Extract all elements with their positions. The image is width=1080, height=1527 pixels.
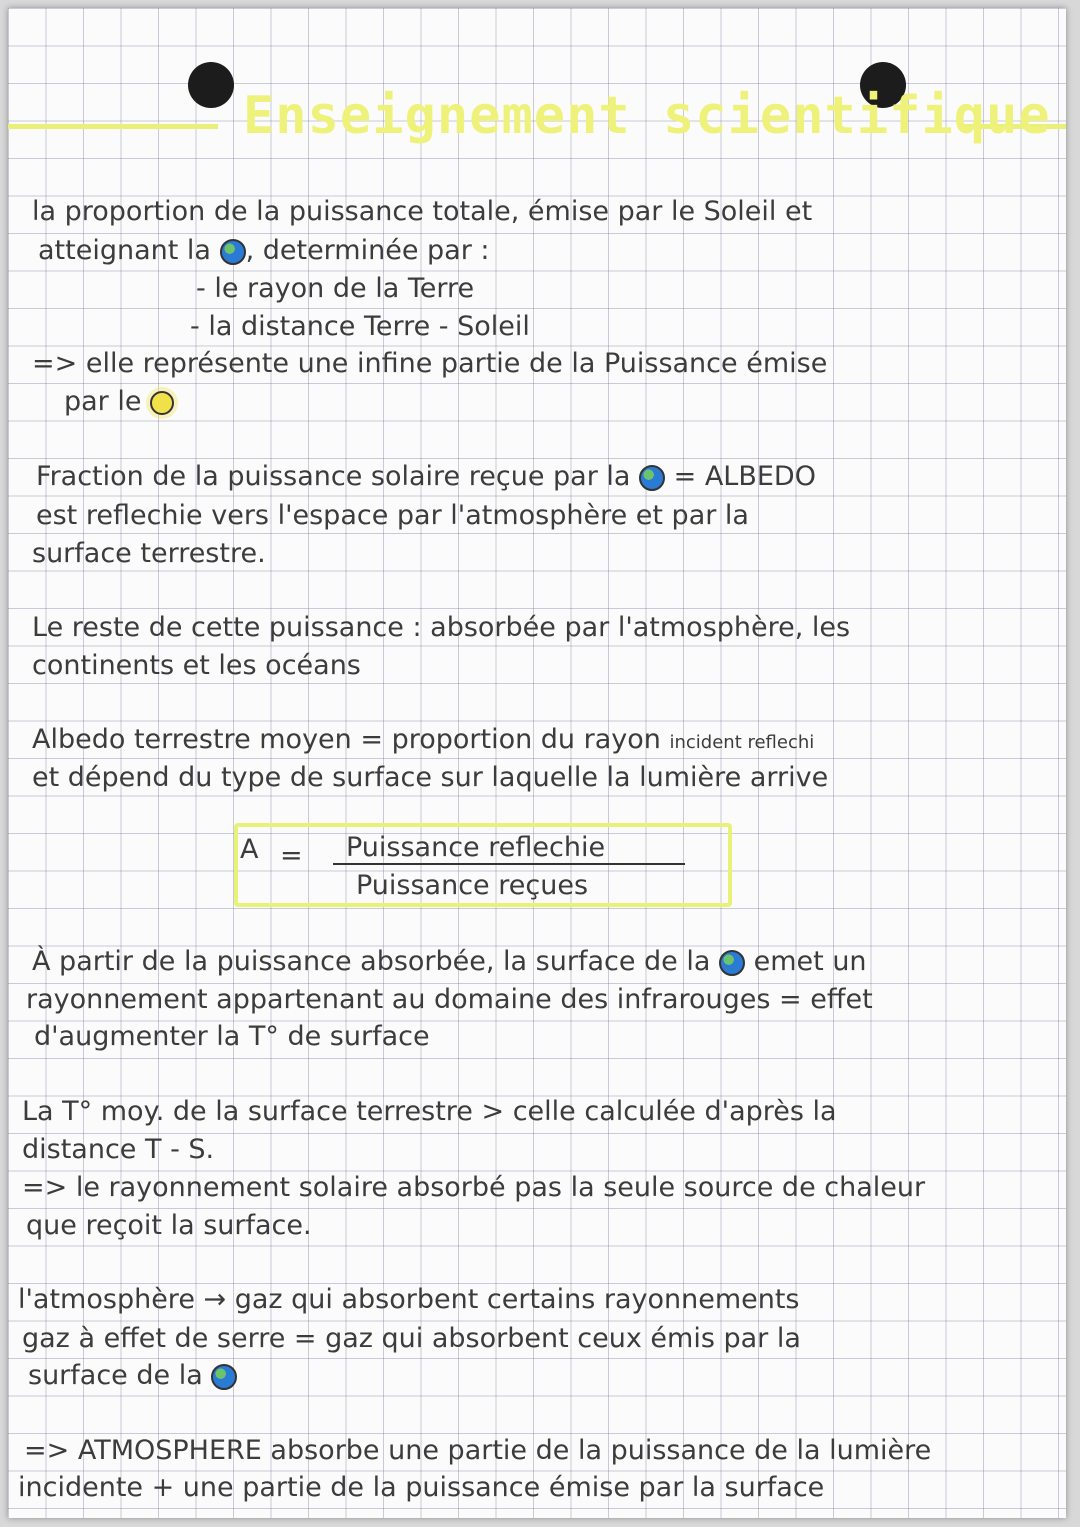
s4-line1a: Albedo terrestre moyen = proportion du rayon [32,724,661,755]
s2-line3: surface terrestre. [32,538,266,569]
punch-hole-left [188,62,234,108]
formula-numerator: Puissance reflechie [346,832,606,863]
s5-line1 [32,946,867,977]
formula-denominator: Puissance reçues [356,870,589,901]
s1-line1: la proportion de la puissance totale, émise par le Soleil et [32,196,813,227]
formula-symbol: A [240,834,259,865]
s5-line1b: emet un [753,946,867,977]
s7-line2: gaz à effet de serre = gaz qui absorbent ceux émis par la [22,1323,801,1354]
s6-line3: => le rayonnement solaire absorbé pas la seule source de chaleur [22,1172,926,1203]
s1-line2 [38,235,490,266]
earth-icon [211,1364,237,1390]
s5-line2: rayonnement appartenant au domaine des infrarouges = effet [26,984,873,1015]
formula-equals: = [280,840,303,871]
fraction-bar [333,863,685,865]
s8-line2: incidente + une partie de la puissance émise par la surface [18,1472,825,1503]
s8-line1: => ATMOSPHERE absorbe une partie de la puissance de la lumière [24,1435,932,1466]
sun-icon [150,391,174,415]
s6-line2: distance T - S. [22,1134,215,1165]
s2-line1b: = ALBEDO [673,461,816,492]
s6-line4: que reçoit la surface. [26,1210,312,1241]
s5-line3: d'augmenter la T° de surface [34,1021,430,1052]
s7-line3 [28,1360,237,1391]
earth-icon [719,950,745,976]
s2-line1a: Fraction de la puissance solaire reçue par la [36,461,631,492]
s7-line1: l'atmosphère → gaz qui absorbent certains rayonnements [18,1284,800,1315]
s1-line4-text: par le [64,386,142,417]
earth-icon [220,239,246,265]
page-title: Enseignement scientifique [243,86,1051,146]
s7-line3-text: surface de la [28,1360,203,1391]
s1-line4 [64,386,174,417]
s1-line3: => elle représente une infine partie de la Puissance émise [32,348,828,379]
s1-line2b: , determinée par : [245,235,490,266]
s1-bullet1: - le rayon de la Terre [196,273,475,304]
s2-line1 [36,461,816,492]
earth-icon [639,465,665,491]
notebook-page [8,8,1066,1518]
title-line-left [8,124,218,129]
s4-line1 [32,724,814,755]
s2-line2: est reflechie vers l'espace par l'atmosphère et par la [36,500,749,531]
s3-line2: continents et les océans [32,650,361,681]
s1-bullet2: - la distance Terre - Soleil [190,311,530,342]
s6-line1: La T° moy. de la surface terrestre > celle calculée d'après la [22,1096,837,1127]
s3-line1: Le reste de cette puissance : absorbée par l'atmosphère, les [32,612,851,643]
s5-line1a: À partir de la puissance absorbée, la surface de la [32,946,711,977]
s4-line1b: incident reflechi [669,732,815,753]
s4-line2: et dépend du type de surface sur laquelle la lumière arrive [32,762,829,793]
s1-line2a: atteignant la [38,235,211,266]
